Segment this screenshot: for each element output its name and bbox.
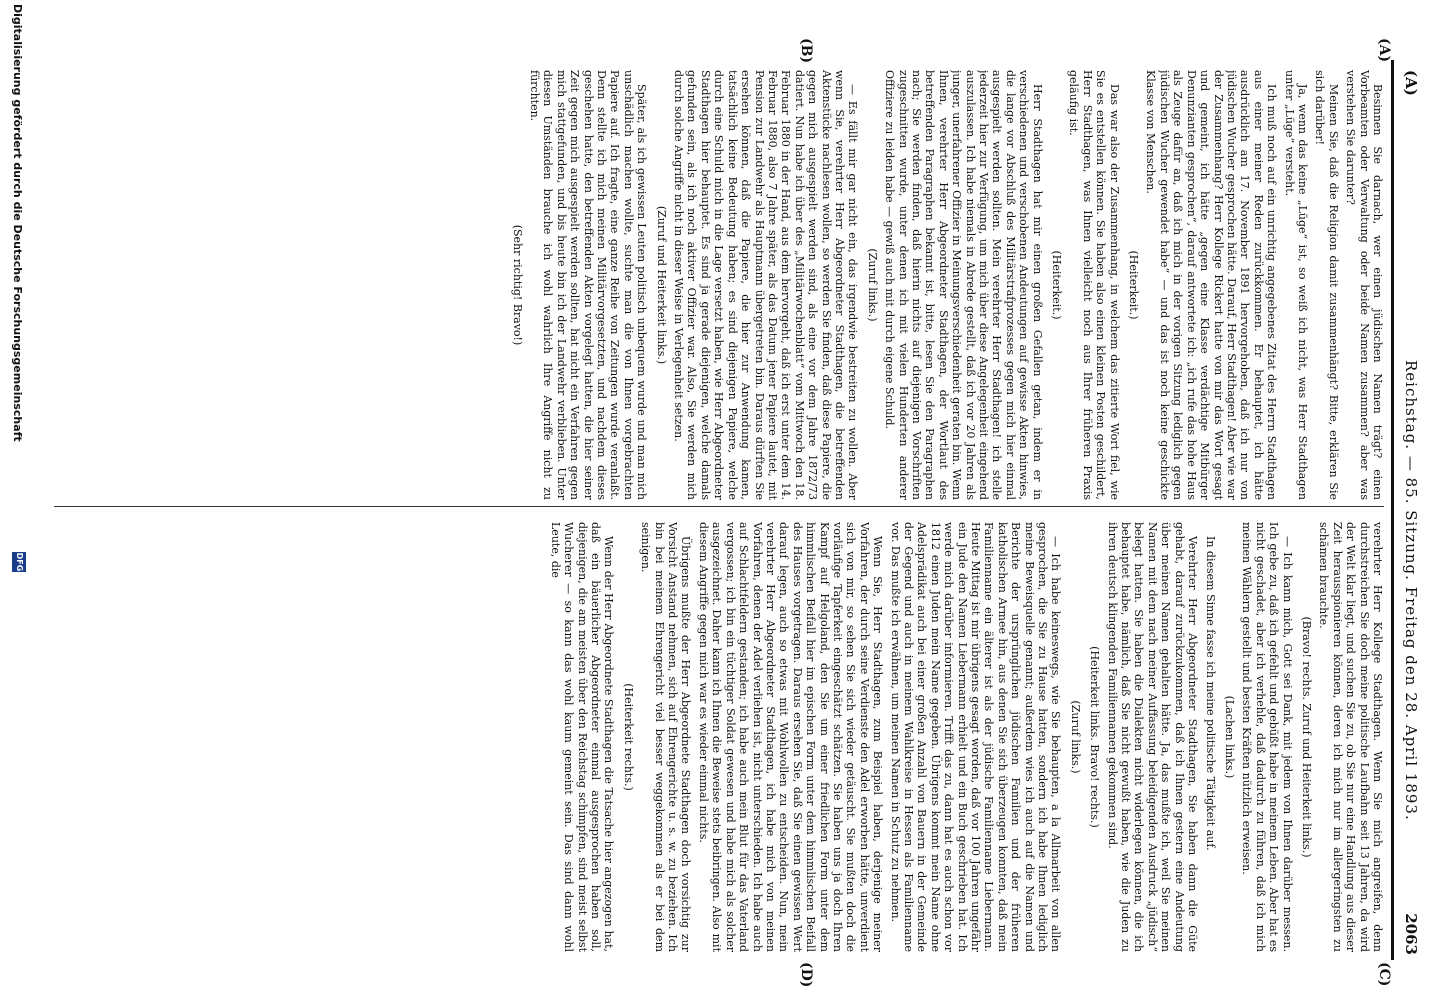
paragraph: Ja, wenn das keine „Lüge“ ist, so weiß ich nicht, was Herr Stadthagen unter „Lüge“ versteht. — [1282, 70, 1309, 500]
header-title: Reichstag. — 85. Sitzung. Freitag den 28. April 1893. — [1402, 360, 1420, 821]
paragraph: Wenn Sie, Herr Stadthagen, zum Beispiel haben, derjenige meiner Vorfahren, der durch seine Verdienste den Adel erworben hätte, unverdient sich von mir, so sehen Sie sich wieder getäuscht. Sie mußten doch die vorläufige Tapferkeit eingeschätzt schätzen. Sie haben uns ja doch Ihren Kampf auf Helgoland, den Sie um einer friedlichen Form unter dem himmlischen Beifall hier im epischen Form unter dem himmlischen Beifall des Hauses vorgetragen. Daraus ersehen Sie, daß Sie einen gewissen Wert darauf legen, auch so etwas mit Wohlwollen zu entscheiden. Nun, mein verehrter Herr Abgeordneter Stadthagen, ich habe mich von meinen Vorfahren, denen der Adel verliehen ist, nicht unterschieden. Ich habe auch auf Schlachtfeldern gestanden; ich habe auch mein Blut für das Vaterland vergossen; ich bin ein tüchtiger Soldat gewesen und habe mich als solcher ausgezeichnet. Daher kann ich Ihnen die Beweise stets beibringen. Also mit diesem Angriffe gegen mich war es wieder einmal nichts. — [696, 522, 885, 952]
header-rule — [1391, 60, 1394, 960]
header-margin-letter: (A) — [1402, 70, 1420, 96]
stage-direction: (Heiterkeit rechts.) — [621, 683, 635, 791]
margin-marker-b: (B) — [798, 38, 814, 64]
margin-marker-c: (C) — [1376, 962, 1392, 987]
paragraph: — Ich kann mich, Gott sei Dank, mit jedem von Ihnen darüber messen. Ich gebe zu, daß ich gefehlt und gebüßt habe in meinem Leben. Aber hat es nicht geschadet, aber ich verhehle, daß dadurch zu führen, daß ich mich meinen Wählern gestellt und besten Kräften nützlich erweisen. — [1240, 522, 1294, 952]
paragraph: — Ich habe keineswegs, wie Sie behaupten, a la Allmarbeit von allen gesprochen, die Sie zu Hause hatten, sondern ich habe Ihnen lediglich meine Beweisquelle genannt; außerdem wies ich auch auf die Namen und Berichte der ursprünglichen jüdischen Familien und der früheren katholischen Armee hin, aus denen Sie sich überzeugen konnten, daß mein Familienname ein älterer ist als der jüdische Familienname Liebermann. Heute Mittag ist mir übrigens gesagt worden, daß vor 100 Jahren ungefähr ein Jude den Namen Liebermann erhielt und ein Buch geschrieben hat. Ich werde mich darüber informieren. Trifft das zu, dann hat es auch schon vor 1812 einen Juden mein Name gegeben. Übrigens kommt mein Name ohne Adelsprädikat auch bei einer großen Anzahl von Bauern in der Gemeinde der Gegend und auch in meinem Wahlkreise in Hessen als Familienname vor. Das mußte ich erwähnen, um meinen Namen in Schutz zu nehmen. — [888, 522, 1063, 952]
paragraph: — Es fällt mir gar nicht ein, das irgendwie bestreiten zu wollen. Aber wenn Sie, verehrter Herr Abgeordneter Stadthagen, die betreffenden Aktenstücke nachlesen wollen, so werden Sie finden, daß diese Papiere, die gegen mich ausgespielt werden sind, als eine vor dem Jahre 1872/73 datiert. Nun habe ich über des „Militärwochenblatt“ vom Mittwoch den 18. Februar 1880 in der Hand, aus dem hervorgeht, daß ich erst unter dem 14. Februar 1880, also 7 Jahre später, als das Datum jener Papiere lautet, mit Pension zur Landwehr als Hauptmann übergetreten bin. Daraus dürften Sie ersehen können, daß die Papiere, die hier zur Anwendung kamen, tatsächlich keine Bedeutung haben; es sind diejenigen Papiere, welche durch eine Schuld mich in die Lage versetzt haben, wie Herr Abgeordneter Stadthagen hier behauptet. Es sind ja gerade diejenigen, welche damals gefunden sein, als ich noch aktiver Offizier war. Also, Sie werden mich durch solche Angriffe nicht in dieser Weise in Verlegenheit setzen. — [672, 70, 860, 500]
dfg-logo-icon: DFG — [12, 552, 26, 572]
paragraph: Ich muß noch auf ein unrichtig angegebenes Zitat des Herrn Stadthagen aus einer meiner Reden zurückkommen. Er behauptet, ich hätte ausdrücklich am 17. November 1891 hervorgehoben, daß ich nur von jüdischen Wucher gesprochen hätte. Darauf, Herr Stadthagen! Aber wie war der Zusammenhang? Herr Kollege Rickert hatte von mir das Wort gesagt und gemeint, ich hätte „gegen eine Klasse verdächtige Mitbürger Denunzianten gesprochen“, darauf antwortete ich: „ich rufe das hohe Haus als Zeuge dafür an, daß ich mich in der vorigen Sitzung lediglich gegen jüdischen Wucher gewendet habe“ — und das ist noch keine geschickte Klasse von Menschen. — [1144, 70, 1279, 500]
paragraph: Verehrter Herr Abgeordneter Stadthagen, Sie haben dann die Güte gehabt, darauf zurückzukommen, daß ich Ihnen gestern eine Andeutung über meinen Namen gehalten hätte. Ja, das mußte ich, weil Sie meinen Namen mit dem nach meiner Auffassung beleidigenden Ausdruck „jüdisch“ belegt hatten. Sie haben die Dialekten nicht widerlegen können, die ich behauptet habe, nämlich, daß Sie nicht gewußt haben, wie die Juden zu ihren deutsch klingenden Familiennamen gekommen sind. — [1105, 522, 1200, 952]
paragraph: Herr Stadthagen hat mir einen großen Gefallen getan, indem er in verschiedenen und verschobenen Andeutungen auf gewisse Akten hinwies, die lange vor Abschluß des Militärstrafprozesses gegen mich hier einmal ausgespielt werden sollten. Mein verehrter Herr Stadthagen! ich stelle jederzeit hier zur Verfügung, um mich über diese Angelegenheit eingehend auszulassen. Ich habe niemals in Abrede gestellt, daß ich vor 20 Jahren als junger, unerfahrener Offizier in Meinungsverschiedenheit geraten bin. Wenn Ihnen, verehrter Herr Abgeordneter Stadthagen, der Wortlaut des betreffenden Paragraphen bekannt ist, bitte, lesen Sie den Paragraphen nach; Sie werden finden, daß hierin nichts auf diejenigen Vorschriften zugeschnitten wurde, unter denen ich mit vielen Hunderten anderer Offiziere zu leiden habe — gewiß auch mit durch eigene Schuld. — [883, 70, 1044, 500]
stage-direction: (Zuruf links.) — [865, 248, 879, 322]
paragraph: Später, als ich gewissen Leuten politisch unbequem wurde und man mich unschädlich machen wollte, suchte man die von Ihnen vorgebrachten Papiere auf. Ich fragte, eine ganze Reihe von Zeitungen wurde veranlaßt. Denn stellte ich mich meinen Militärvorgesetzten, und nachdem dieses geschehen hatte, den betreffenden Akten vorgelegt hatten, die hier seiner Zeit gegen mich ausgespielt werden sollten, hat nicht ein Verfahren gegen mich stattgefunden, und bis heute bin ich der Landwehr verblieben. Unter diesen Umständen brauche ich wohl wahrlich Ihre Angriffe nicht zu fürchten. — [528, 70, 649, 500]
footer-credit: Digitalisierung gefördert durch die Deutsche Forschungsgemeinschaft — [11, 4, 24, 442]
right-text-column — [64, 522, 1384, 952]
paragraph: Das war also der Zusammenhang, in welchem das zitierte Wort fiel, wie Sie es entstellen können. Sie haben also einen kleinen Posten geschildert, Herr Stadthagen, was Ihnen vielleicht noch aus Ihrer früheren Praxis geläufig ist. — [1067, 70, 1121, 500]
stage-direction: (Zuruf und Heiterkeit links.) — [654, 205, 668, 365]
stage-direction: (Heiterkeit links. Bravo! rechts.) — [1088, 646, 1102, 828]
stage-direction: (Heiterkeit.) — [1050, 250, 1064, 320]
paragraph: Besinnen Sie darnach, wer einen jüdischen Namen trägt? einen Vorbeamten oder Verwaltung oder beide Namen zusammen? aber was verstehen Sie darunter? — [1344, 70, 1384, 500]
stage-direction: (Lachen links.) — [1222, 695, 1236, 779]
page-header — [1396, 70, 1428, 955]
left-text-column — [64, 70, 1384, 500]
stage-direction: (Heiterkeit.) — [1127, 250, 1141, 320]
paragraph: In diesem Sinne fasse ich meine politische Tätigkeit auf. — [1203, 536, 1217, 851]
digitization-footer — [4, 0, 32, 1000]
paragraph: verehrter Herr Kollege Stadthagen. Wenn Sie mich angreifen, denn durchstreichen Sie doch meine politische Laufbahn seit 13 Jahren, da wird der Welt klar liegt, und suchen Sie zu, ob Sie nur eine Handlung aus dieser Zeit herausspionieren können, deren ich mich nur im allergeringsten zu schämen brauchte. — [1317, 522, 1384, 952]
column-divider — [54, 506, 1384, 507]
paragraph: Wenn der Herr Abgeordnete Stadthagen die Tatsache hier angezogen hat, daß ein bäuerlicher Abgeordneter einmal ausgesprochen haben soll, diejenigen, die am meisten über den Reichstag schimpfen, sind meist selbst Wucherer — so kann das wohl kaum gemeint sein. Das sind dann wohl Leute, die — [548, 522, 616, 952]
margin-marker-a: (A) — [1376, 38, 1392, 63]
stage-direction: (Sehr richtig! Bravo!) — [510, 224, 524, 346]
stage-direction: (Zuruf links.) — [1068, 700, 1082, 774]
paragraph: Meinen Sie, daß die Religion damit zusammenhängt? Bitte, erklären Sie sich darüber! — [1313, 70, 1340, 500]
page-number: 2063 — [1402, 913, 1420, 955]
stage-direction: (Bravo! rechts. Zuruf und Heiterkeit links.) — [1299, 616, 1313, 858]
margin-marker-d: (D) — [798, 962, 814, 988]
paragraph: Übrigens mußte der Herr Abgeordnete Stadthagen doch vorsichtig zur Vorsicht Anstand nehmen, sich auf Ehrengerichte u. s. w. zu beziehen. Ich bin bei meinem Ehrengericht viel besser weggekommen als er bei dem seinigen. — [639, 522, 693, 952]
